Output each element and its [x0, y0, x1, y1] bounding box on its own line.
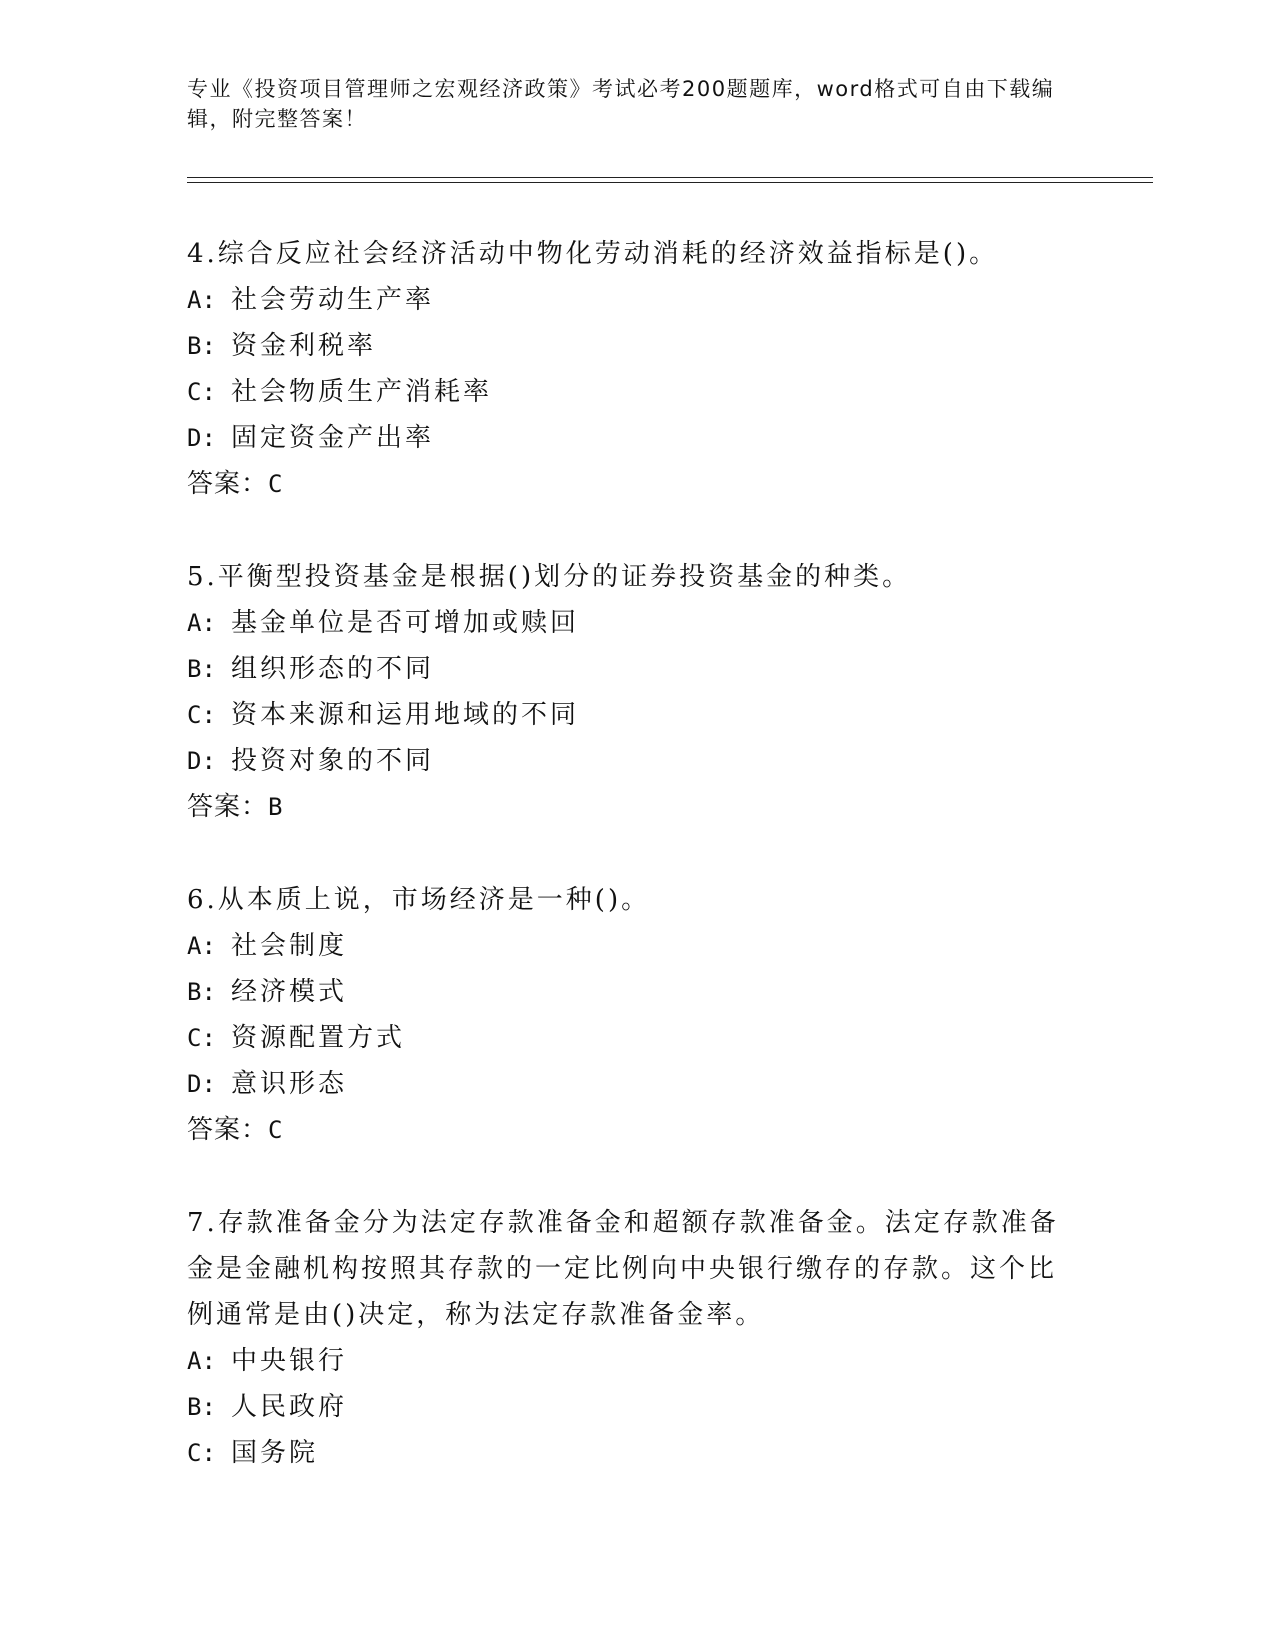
option-a	[187, 923, 1067, 969]
option-letter: D:	[187, 1070, 216, 1098]
option-letter: A:	[187, 609, 216, 637]
option-c	[187, 1430, 1067, 1476]
answer-line	[187, 784, 1067, 830]
option-letter: D:	[187, 424, 216, 452]
answer-label: 答案：	[187, 469, 269, 499]
option-a	[187, 1338, 1067, 1384]
option-b	[187, 1384, 1067, 1430]
answer-label: 答案：	[187, 1115, 269, 1145]
option-b	[187, 323, 1067, 369]
option-text: 社会物质生产消耗率	[231, 377, 493, 407]
answer-label: 答案：	[187, 792, 269, 822]
question-4	[187, 231, 1067, 507]
option-c	[187, 369, 1067, 415]
option-d	[187, 415, 1067, 461]
option-b	[187, 969, 1067, 1015]
question-text: 4.综合反应社会经济活动中物化劳动消耗的经济效益指标是()。	[187, 239, 999, 269]
option-letter: A:	[187, 932, 216, 960]
option-d	[187, 1061, 1067, 1107]
option-text: 意识形态	[231, 1069, 348, 1099]
option-a	[187, 600, 1067, 646]
option-text: 投资对象的不同	[231, 746, 435, 776]
option-letter: B:	[187, 655, 216, 683]
question-text: 5.平衡型投资基金是根据()划分的证券投资基金的种类。	[187, 562, 912, 592]
option-letter: C:	[187, 1024, 216, 1052]
option-b	[187, 646, 1067, 692]
option-c	[187, 1015, 1067, 1061]
option-letter: B:	[187, 332, 216, 360]
answer-value: C	[268, 1116, 284, 1144]
option-letter: B:	[187, 978, 216, 1006]
document-header: 专业《投资项目管理师之宏观经济政策》考试必考200题题库，word格式可自由下载编辑，附完整答案！	[187, 77, 1055, 131]
option-text: 社会劳动生产率	[231, 285, 435, 315]
option-text: 国务院	[231, 1438, 319, 1468]
option-text: 中央银行	[231, 1346, 348, 1376]
question-5	[187, 554, 1067, 830]
option-d	[187, 738, 1067, 784]
answer-line	[187, 1107, 1067, 1153]
answer-line	[187, 461, 1067, 507]
question-text: 7.存款准备金分为法定存款准备金和超额存款准备金。法定存款准备金是金融机构按照其存款的一定比例向中央银行缴存的存款。这个比例通常是由()决定，称为法定存款准备金率。	[187, 1208, 1059, 1330]
option-letter: D:	[187, 747, 216, 775]
option-letter: B:	[187, 1393, 216, 1421]
option-letter: A:	[187, 286, 216, 314]
answer-value: C	[268, 470, 284, 498]
option-text: 经济模式	[231, 977, 348, 1007]
header-rule-top	[187, 177, 1153, 178]
option-text: 固定资金产出率	[231, 423, 435, 453]
option-letter: C:	[187, 378, 216, 406]
option-text: 资源配置方式	[231, 1023, 406, 1053]
option-text: 资金利税率	[231, 331, 377, 361]
option-text: 社会制度	[231, 931, 348, 961]
option-letter: A:	[187, 1347, 216, 1375]
option-c	[187, 692, 1067, 738]
header-rule-bottom	[187, 182, 1153, 183]
option-letter: C:	[187, 1439, 216, 1467]
option-text: 资本来源和运用地域的不同	[231, 700, 580, 730]
question-6	[187, 877, 1067, 1153]
option-letter: C:	[187, 701, 216, 729]
option-text: 人民政府	[231, 1392, 348, 1422]
option-a	[187, 277, 1067, 323]
option-text: 基金单位是否可增加或赎回	[231, 608, 580, 638]
question-text: 6.从本质上说，市场经济是一种()。	[187, 885, 651, 915]
option-text: 组织形态的不同	[231, 654, 435, 684]
question-7	[187, 1200, 1067, 1476]
answer-value: B	[268, 793, 284, 821]
